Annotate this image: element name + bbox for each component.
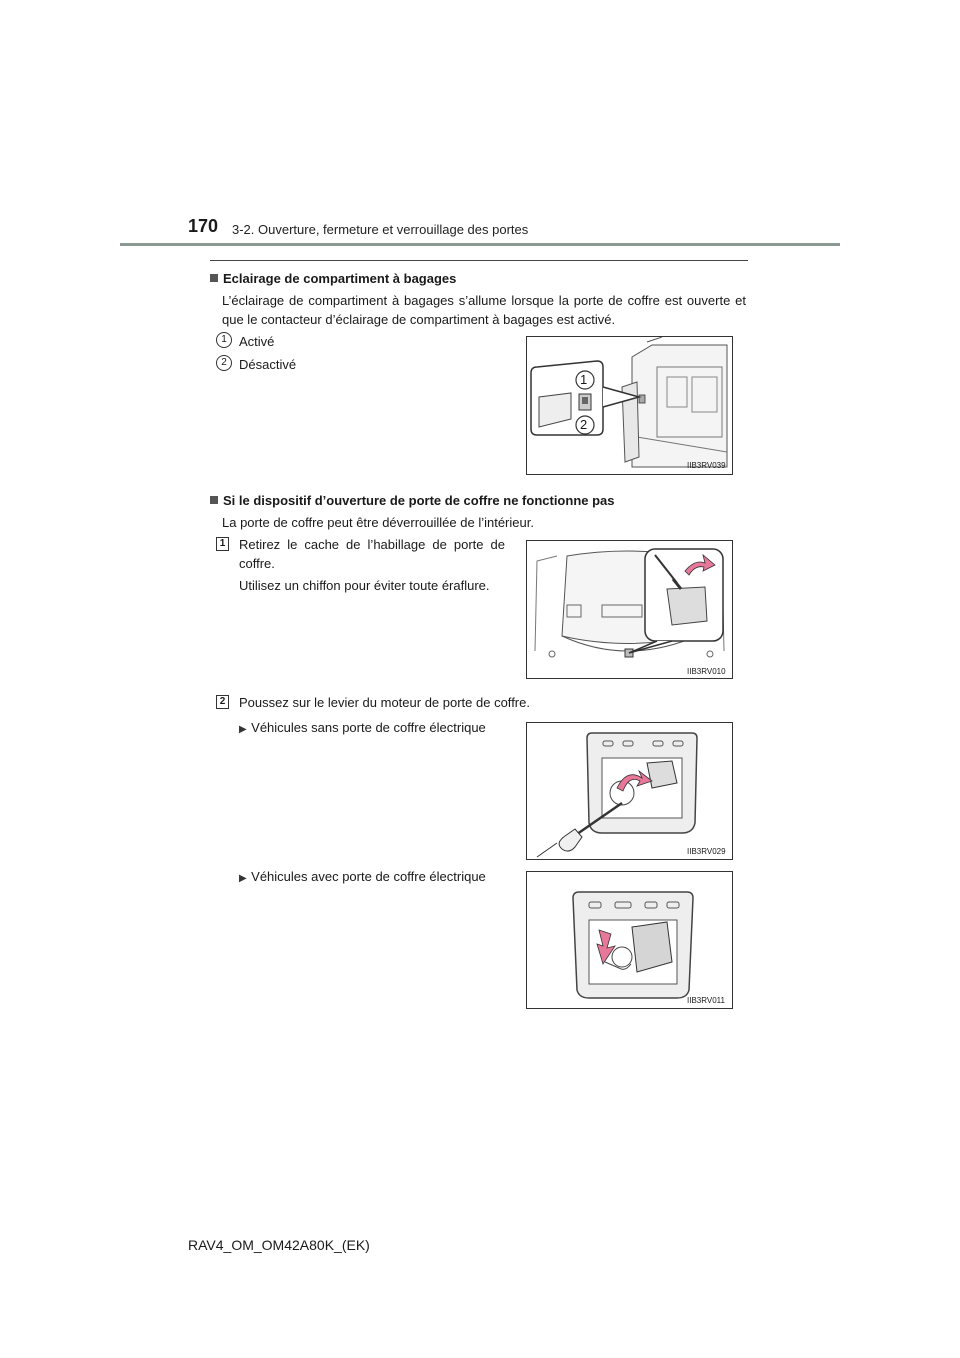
trim-cover-illustration: [526, 540, 733, 679]
callout-2: 2: [580, 417, 588, 432]
luggage-light-heading-text: Eclairage de compartiment à bagages: [223, 271, 457, 286]
figure-code: IIB3RV039: [687, 461, 726, 470]
item-label-active: Activé: [239, 334, 275, 349]
step-1-note: Utilisez un chiffon pour éviter toute éraflure.: [239, 578, 490, 593]
luggage-light-illustration: [526, 336, 733, 475]
variant-label: Véhicules avec porte de coffre électrique: [251, 869, 486, 884]
figure-code: IIB3RV010: [687, 667, 726, 676]
callout-1: 1: [580, 372, 588, 387]
motor-lever-power-illustration: [526, 871, 733, 1009]
item-label-inactive: Désactivé: [239, 357, 297, 372]
opener-failure-description: La porte de coffre peut être déverrouillée de l’intérieur.: [222, 515, 534, 530]
opener-failure-heading-text: Si le dispositif d’ouverture de porte de coffre ne fonctionne pas: [223, 493, 615, 508]
step-1-text: Retirez le cache de l’habillage de porte de coffre.: [239, 537, 505, 571]
luggage-light-description: L’éclairage de compartiment à bagages s’allume lorsque la porte de coffre est ouverte et que le contacteur d’éclairage de compartiment à bagages est activé.: [222, 293, 746, 327]
luggage-light-heading: [210, 271, 456, 286]
figure-code: IIB3RV011: [687, 996, 725, 1005]
variant-label: Véhicules sans porte de coffre électrique: [251, 720, 486, 735]
header-rule: [120, 243, 840, 246]
variant-with-power-door: [239, 867, 486, 886]
step-number-1: 1: [216, 537, 229, 551]
step-number-2: 2: [216, 695, 229, 709]
page-number: 170: [188, 216, 219, 236]
square-bullet-icon: [210, 496, 218, 504]
section-title: 3-2. Ouverture, fermeture et verrouillage des portes: [232, 222, 529, 237]
step-2-text: Poussez sur le levier du moteur de porte de coffre.: [239, 695, 530, 710]
variant-without-power-door: [239, 718, 486, 737]
item-number-1: 1: [216, 332, 232, 348]
item-number-2: 2: [216, 355, 232, 371]
triangle-right-icon: ▶: [239, 724, 247, 735]
motor-lever-manual-illustration: [526, 722, 733, 860]
figure-code: IIB3RV029: [687, 847, 726, 856]
triangle-right-icon: ▶: [239, 873, 247, 884]
document-code: RAV4_OM_OM42A80K_(EK): [188, 1237, 370, 1253]
square-bullet-icon: [210, 274, 218, 282]
top-divider: [210, 260, 748, 261]
opener-failure-heading: [210, 493, 615, 508]
